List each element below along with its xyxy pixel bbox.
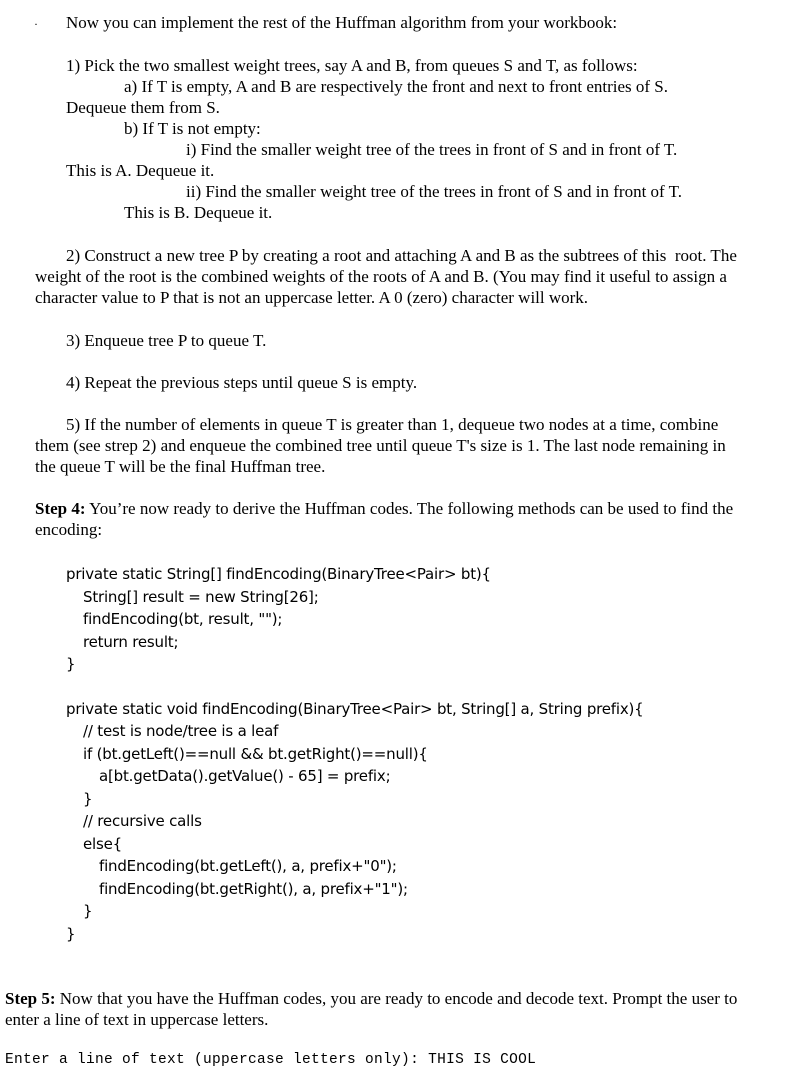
code-line-10: }: [83, 790, 93, 808]
step1-bi-line1: i) Find the smaller weight tree of the trees in front of S and in front of T.: [186, 140, 678, 159]
step5-algo-line2: them (see strep 2) and enqueue the combined tree until queue T's size is 1. The last node remaining in: [35, 436, 726, 455]
code-line-9: a[bt.getData().getValue() - 65] = prefix;: [99, 767, 391, 785]
step1-bii-line1: ii) Find the smaller weight tree of the trees in front of S and in front of T.: [186, 182, 683, 201]
code-line-6: private static void findEncoding(BinaryTree<Pair> bt, String[] a, String prefix){: [66, 700, 644, 718]
step1-bii-line2: This is B. Dequeue it.: [124, 203, 273, 222]
step5-paragraph: [5, 989, 737, 1009]
code-line-3: findEncoding(bt, result, "");: [83, 610, 283, 628]
code-line-5: }: [66, 655, 76, 673]
step1-b-line1: b) If T is not empty:: [124, 119, 261, 138]
step5-line1: Now that you have the Huffman codes, you are ready to encode and decode text. Prompt the user to: [55, 989, 738, 1008]
code-line-2: String[] result = new String[26];: [83, 588, 319, 606]
step4-label: Step 4:: [35, 499, 86, 518]
code-line-1: private static String[] findEncoding(BinaryTree<Pair> bt){: [66, 565, 491, 583]
step1-a-line2: Dequeue them from S.: [66, 98, 220, 117]
console-input: THIS IS COOL: [428, 1052, 537, 1068]
step2-line2: weight of the root is the combined weights of the roots of A and B. (You may find it useful to assign a: [35, 267, 727, 286]
step4-repeat-text: 4) Repeat the previous steps until queue S is empty.: [66, 373, 418, 392]
code-line-7: // test is node/tree is a leaf: [83, 722, 279, 740]
code-line-12: else{: [83, 835, 122, 853]
step1-heading: 1) Pick the two smallest weight trees, say A and B, from queues S and T, as follows:: [66, 56, 638, 75]
step4-paragraph: [35, 499, 733, 519]
step2-line1: 2) Construct a new tree P by creating a root and attaching A and B as the subtrees of this root. The: [66, 246, 737, 265]
step3-text: 3) Enqueue tree P to queue T.: [66, 331, 267, 350]
code-line-13: findEncoding(bt.getLeft(), a, prefix+"0");: [99, 857, 397, 875]
step2-line3: character value to P that is not an uppercase letter. A 0 (zero) character will work.: [35, 288, 589, 307]
step5-algo-line3: the queue T will be the final Huffman tree.: [35, 457, 326, 476]
step5-algo-line1: 5) If the number of elements in queue T is greater than 1, dequeue two nodes at a time, combine: [66, 415, 719, 434]
code-line-14: findEncoding(bt.getRight(), a, prefix+"1");: [99, 880, 408, 898]
code-line-16: }: [66, 925, 76, 943]
console-line: [5, 1051, 536, 1069]
step4-line2: encoding:: [35, 520, 103, 539]
intro-text: Now you can implement the rest of the Huffman algorithm from your workbook:: [66, 13, 618, 32]
console-prompt: Enter a line of text (uppercase letters only):: [5, 1052, 429, 1068]
code-line-8: if (bt.getLeft()==null && bt.getRight()==null){: [83, 745, 428, 763]
code-line-4: return result;: [83, 633, 179, 651]
bullet-marker: ·: [34, 17, 38, 31]
code-line-11: // recursive calls: [83, 812, 202, 830]
step5-label: Step 5:: [5, 989, 56, 1008]
step5-line2: enter a line of text in uppercase letters.: [5, 1010, 269, 1029]
step4-line1: You’re now ready to derive the Huffman codes. The following methods can be used to find the: [85, 499, 734, 518]
code-line-15: }: [83, 902, 93, 920]
step1-a-line1: a) If T is empty, A and B are respectively the front and next to front entries of S.: [124, 77, 669, 96]
step1-bi-line2: This is A. Dequeue it.: [66, 161, 215, 180]
